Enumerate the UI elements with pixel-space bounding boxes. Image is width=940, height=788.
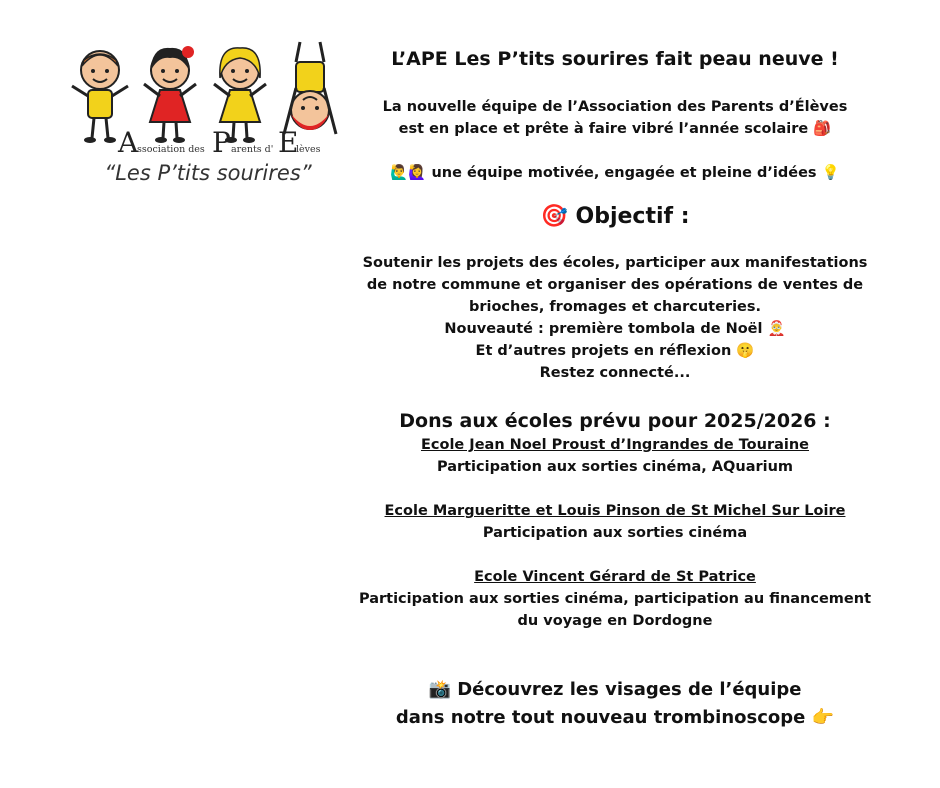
logo-letter-p: P (212, 126, 231, 159)
shushing-face-icon: 🤫 (736, 343, 755, 359)
announcement-content (350, 46, 880, 732)
school-3-detail-2: du voyage en Dordogne (517, 613, 713, 629)
backpack-icon: 🎒 (813, 121, 832, 137)
cta-line-1-text: Découvrez les visages de l’équipe (457, 679, 802, 700)
objective-line-2: de notre commune et organiser des opérations de ventes de (366, 277, 864, 293)
team-text: une équipe motivée, engagée et pleine d’idées (431, 165, 817, 181)
school-3-detail-1: Participation aux sorties cinéma, participation au financement (358, 591, 872, 607)
objective-line-3: brioches, fromages et charcuteries. (468, 299, 762, 315)
logo-word-ssociation: ssociation des (137, 144, 205, 155)
intro-line-2-text: est en place et prête à faire vibré l’année scolaire (398, 121, 809, 137)
objective-heading (350, 202, 880, 232)
intro-line-2 (350, 118, 880, 140)
kid-girl-red-illustration (144, 46, 196, 143)
lightbulb-icon: 💡 (821, 165, 840, 181)
logo-letter-a: A (118, 126, 139, 159)
raising-hand-icon: 🙋‍♂️🙋‍♀️ (390, 165, 427, 181)
logo-tagline: “Les P’tits sourires” (104, 161, 312, 185)
school-1 (350, 434, 880, 478)
intro-line-1: La nouvelle équipe de l’Association des Parents d’Élèves (382, 99, 848, 115)
school-2-detail: Participation aux sorties cinéma (482, 525, 748, 541)
team-line (350, 162, 880, 184)
cta-line-2-text: dans notre tout nouveau trombinoscope (395, 707, 806, 728)
other-projects-text: Et d’autres projets en réflexion (475, 343, 732, 359)
donations-heading: Dons aux écoles prévu pour 2025/2026 : (399, 410, 831, 432)
logo-word-leves: lèves (296, 144, 321, 155)
other-projects-line (350, 340, 880, 362)
school-1-name: Ecole Jean Noel Proust d’Ingrandes de Touraine (420, 437, 810, 453)
school-3-name: Ecole Vincent Gérard de St Patrice (474, 569, 756, 585)
donations-block (350, 434, 880, 632)
camera-flash-icon: 📸 (428, 679, 451, 700)
novelty-text: Nouveauté : première tombola de Noël (444, 321, 763, 337)
page-title: L’APE Les P’tits sourires fait peau neuve ! (391, 48, 839, 70)
logo-word-arents: arents d' (231, 144, 274, 155)
objective-block (350, 252, 880, 384)
logo-letter-e: E (278, 126, 299, 159)
pointing-right-icon: 👉 (811, 707, 835, 728)
objective-line-1: Soutenir les projets des écoles, participer aux manifestations (362, 255, 868, 271)
cta-line-2 (350, 704, 880, 732)
mrs-claus-icon: 🤶 (767, 321, 786, 337)
cta-block (350, 676, 880, 732)
school-2 (350, 500, 880, 544)
stay-connected: Restez connecté... (539, 365, 691, 381)
cta-line-1 (350, 676, 880, 704)
novelty-line (350, 318, 880, 340)
intro-block (350, 96, 880, 184)
kid-handstand-illustration (284, 42, 336, 134)
school-3 (350, 566, 880, 632)
objective-heading-text: Objectif : (575, 204, 690, 229)
ape-logo (60, 38, 360, 198)
target-icon: 🎯 (540, 204, 568, 229)
school-1-detail: Participation aux sorties cinéma, AQuarium (436, 459, 794, 475)
school-2-name: Ecole Margueritte et Louis Pinson de St Michel Sur Loire (384, 503, 846, 519)
